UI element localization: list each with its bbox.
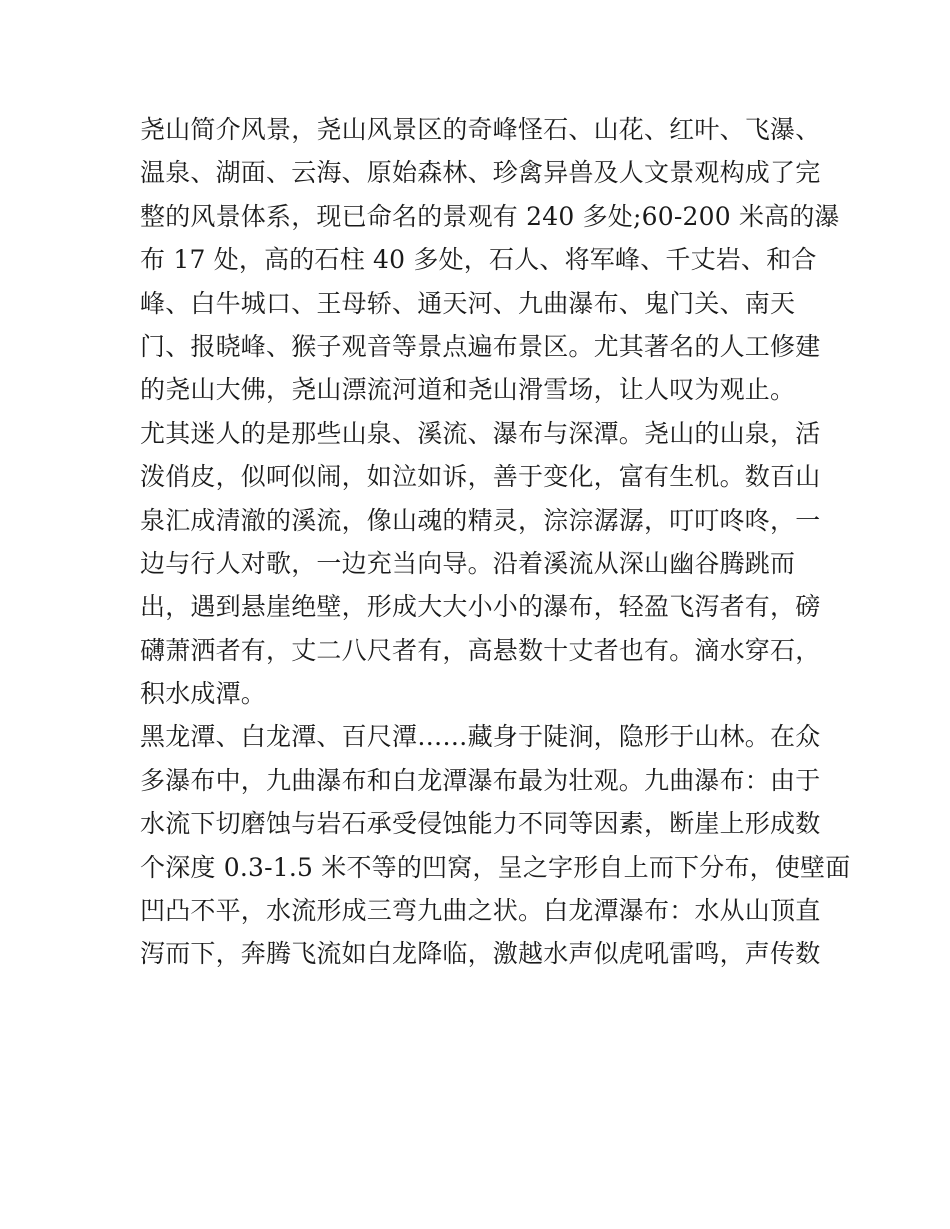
text-line: 泻而下，奔腾飞流如白龙降临，激越水声似虎吼雷鸣，声传数 [140,939,821,969]
text-line: 出，遇到悬崖绝壁，形成大大小小的瀑布，轻盈飞泻者有，磅 [140,592,821,622]
text-line: 泉汇成清澈的溪流，像山魂的精灵，淙淙潺潺，叮叮咚咚，一 [140,505,821,535]
text-line: 尤其迷人的是那些山泉、溪流、瀑布与深潭。尧山的山泉，活 [140,418,821,448]
text-line: 尧山简介风景，尧山风景区的奇峰怪石、山花、红叶、飞瀑、 [140,115,821,144]
text-line: 礴萧洒者有，丈二八尺者有，高悬数十丈者也有。滴水穿石， [140,635,821,665]
text-line: 布 17 处，高的石柱 40 多处，石人、将军峰、千丈岩、和合 [140,245,817,275]
text-line: 凹凸不平，水流形成三弯九曲之状。白龙潭瀑布：水从山顶直 [140,896,821,926]
text-line: 峰、白牛城口、王母轿、通天河、九曲瀑布、鬼门关、南天 [140,288,796,318]
document-body [140,108,851,976]
text-line: 多瀑布中，九曲瀑布和白龙潭瀑布最为壮观。九曲瀑布：由于 [140,765,821,795]
text-line: 积水成潭。 [140,679,267,709]
text-line: 的尧山大佛，尧山漂流河道和尧山滑雪场，让人叹为观止。 [140,375,796,405]
text-line: 边与行人对歌，一边充当向导。沿着溪流从深山幽谷腾跳而 [140,548,796,578]
text-line: 门、报晓峰、猴子观音等景点遍布景区。尤其著名的人工修建 [140,331,821,361]
text-line: 泼俏皮，似呵似闹，如泣如诉，善于变化，富有生机。数百山 [140,462,821,492]
text-line: 整的风景体系，现已命名的景观有 240 多处;60-200 米高的瀑 [140,201,840,231]
text-line: 水流下切磨蚀与岩石承受侵蚀能力不同等因素，断崖上形成数 [140,809,821,839]
text-line: 黑龙潭、白龙潭、百尺潭……藏身于陡涧，隐形于山林。在众 [140,722,821,752]
text-line: 个深度 0.3-1.5 米不等的凹窝，呈之字形自上而下分布，使壁面 [140,852,851,882]
text-line: 温泉、湖面、云海、原始森林、珍禽异兽及人文景观构成了完 [140,158,821,188]
